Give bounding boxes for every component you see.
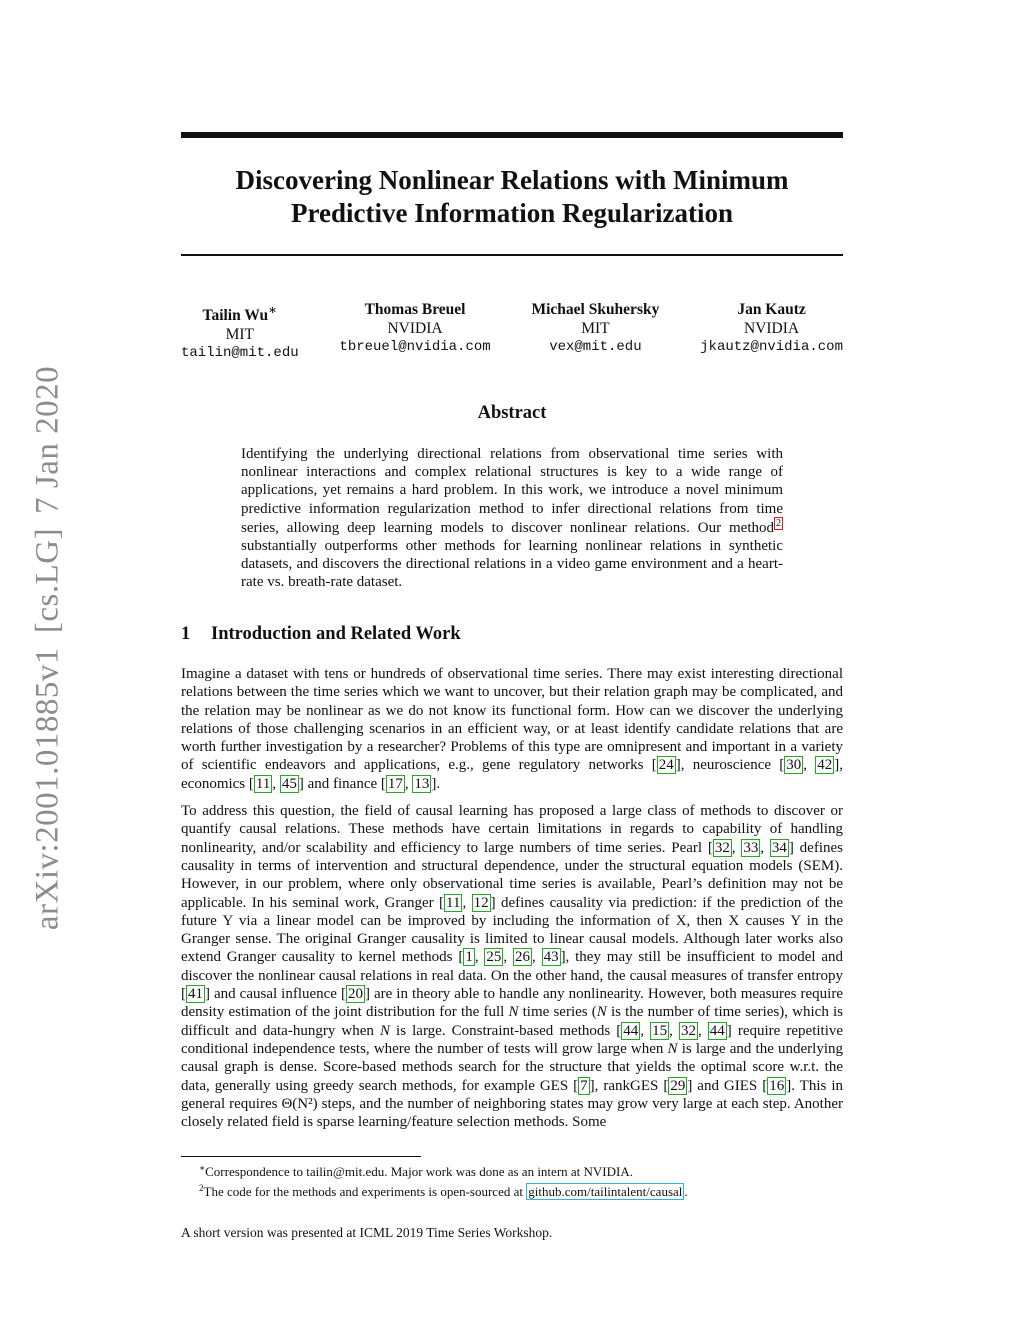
citation-link[interactable]: 26 [514,949,530,966]
citation-link[interactable]: 34 [771,839,787,856]
footnote-mark: 2 [199,1183,204,1193]
author-block [700,300,843,363]
citation-link[interactable]: 41 [188,986,203,1003]
arxiv-sidebar-stamp [30,366,67,930]
citation-link[interactable]: 25 [486,949,502,966]
body-text [181,665,843,1140]
citation-link[interactable]: 44 [709,1022,725,1039]
abstract-text: Identifying the underlying directional relations from observational time series with nonlinear interactions and complex relational structures is key to a wide range of applications, yet remains a hard problem. In this work, we introduce a novel minimum predictive information regularization method to infer directional relations from time series, allowing deep learning models to discover nonlinear relations. Our method $^2$ substantially outperforms other methods for learning nonlinear relations in synthetic datasets, and discovers the directional relations in a video game environment and a heart-rate vs. breath-rate dataset. [241,446,783,591]
author-email: tbreuel@nvidia.com [339,339,491,355]
arxiv-date: 7 Jan 2020 [29,365,66,514]
footnote: $^2$The code for the methods and experiments is open-sourced at github.com/tailintalent/causal . [199,1183,688,1199]
citation-link[interactable]: 1 [465,949,473,966]
author-affiliation: NVIDIA [387,320,443,337]
citation-link[interactable]: 29 [670,1077,686,1094]
citation-link[interactable]: 12 [473,894,489,911]
paragraph: To address this question, the field of causal learning has proposed a large class of methods to discover or quantify causal relations. These methods have certain limitations in regards to capability of handling nonlinearity, and/or scalability and efficiency to large numbers of time series. Pearl [ 32 , 33 , 34 ] defines causality in terms of intervention and structural dependence, under the structural equation models (SEM). However, in our problem, where only observational time series is available, Pearl’s definition may not be applicable. In his seminal work, Granger [ 11 , 12 ] defines causality via prediction: if the prediction of the future Y via a linear model can be improved by including the information of X, then X causes Y in the Granger sense. The original Granger causality is limited to linear causal models. Although later works also extend Granger causality to kernel methods [ 1 , 25 , 26 , 43 ], they may still be insufficient to model and discover the nonlinear causal relations in real data. On the other hand, the causal measures of transfer entropy [ 41 ] and causal influence [ 20 ] are in theory able to handle any nonlinearity. However, both measures require density estimation of the joint distribution for the full N time series (N is the number of time series), which is difficult and data-hungry when N is large. Constraint-based methods [ 44 , 15 , 32 , 44 ] require repetitive conditional independence tests, where the number of tests will grow large when N is large and the underlying causal graph is dense. Score-based methods search for the structure that yields the optimal score w.r.t. the data, generally using greedy search methods, for example GES [ 7 ], rankGES [ 29 ] and GIES [ 16 ]. This in general requires Θ(N²) steps, and the number of neighboring states may grow very large at each step. Another closely related field is sparse learning/feature selection methods. Some [181,803,844,1131]
citation-link[interactable]: 24 [658,757,674,774]
footnote-mark: ∗ [199,1163,206,1173]
citation-link[interactable]: 44 [623,1022,639,1039]
citation-link[interactable]: 20 [347,986,363,1003]
author-email: jkautz@nvidia.com [700,339,843,355]
citation-link[interactable]: 15 [652,1022,668,1039]
citation-link[interactable]: 16 [769,1077,785,1094]
citation-link[interactable]: 30 [786,757,802,774]
citation-link[interactable]: 42 [817,757,833,774]
citation-link[interactable]: 7 [580,1077,588,1094]
author-affiliation: MIT [225,326,255,344]
title-line-2: Predictive Information Regularization [291,198,733,228]
math-symbol: N [508,1004,519,1021]
footnote: ∗Correspondence to tailin@mit.edu. Major work was done as an intern at NVIDIA. [199,1163,633,1179]
citation-link[interactable]: 43 [543,949,559,966]
author-block [181,300,299,363]
section-title: Introduction and Related Work [211,624,461,644]
author-block [339,300,490,363]
math-symbol: N [596,1004,607,1021]
citation-link[interactable]: 17 [387,775,403,792]
math-symbol: N [379,1022,390,1039]
author-email: vex@mit.edu [549,339,642,355]
abstract-heading: Abstract [477,403,547,423]
paragraph: Imagine a dataset with tens or hundreds of observational time series. There may exist interesting directional relations between the time series which we want to uncover, but their relation graph may be complicated, and the relation may be nonlinear as we do not know its functional form. How can we discover the underlying relations of those challenging scenarios in an efficient way, or at least identify candidate relations that are worth further investigation by a researcher? Problems of this type are omnipresent and important in a variety of scientific endeavors and applications, e.g., gene regulatory networks [ 24 ], neuroscience [ 30 , 42 ], economics [ 11 , 45 ] and finance [ 17 , 13 ]. [181,666,844,792]
author-name: Michael Skuhersky [531,301,660,318]
citation-link[interactable]: 32 [680,1022,696,1039]
title-line-1: Discovering Nonlinear Relations with Minimum [235,165,789,195]
footnotes [181,1160,843,1200]
citation-link[interactable]: 33 [743,839,759,856]
citation-link[interactable]: 11 [446,894,461,911]
author-name: Tailin Wu∗ [202,302,278,325]
footnote-ref-link[interactable]: 2 [776,517,781,529]
author-name: Thomas Breuel [364,301,466,318]
arxiv-id: arXiv:2001.01885v1 [29,647,66,931]
arxiv-category: [cs.LG] [29,527,66,634]
citation-link[interactable]: 32 [714,839,730,856]
footnote-rule [181,1156,421,1157]
paper-title [181,164,843,230]
author-list [181,300,843,363]
math-expression: Θ(N²) [281,1095,318,1112]
title-top-rule [181,132,843,138]
section-heading [181,624,461,645]
author-affiliation: MIT [581,320,610,337]
title-bottom-rule [181,254,843,256]
short-version-note: A short version was presented at ICML 2019 Time Series Workshop. [181,1225,553,1240]
author-affiliation: NVIDIA [744,320,800,337]
math-symbol: N [667,1040,678,1057]
author-email: tailin@mit.edu [181,345,299,362]
code-url-link[interactable]: github.com/tailintalent/causal [528,1184,683,1199]
author-name: Jan Kautz [737,301,806,318]
citation-link[interactable]: 45 [281,775,297,792]
section-number: 1 [181,624,191,644]
author-footnote-mark: ∗ [268,302,278,317]
citation-link[interactable]: 11 [255,775,271,792]
author-block [531,300,659,363]
citation-link[interactable]: 13 [414,775,430,792]
